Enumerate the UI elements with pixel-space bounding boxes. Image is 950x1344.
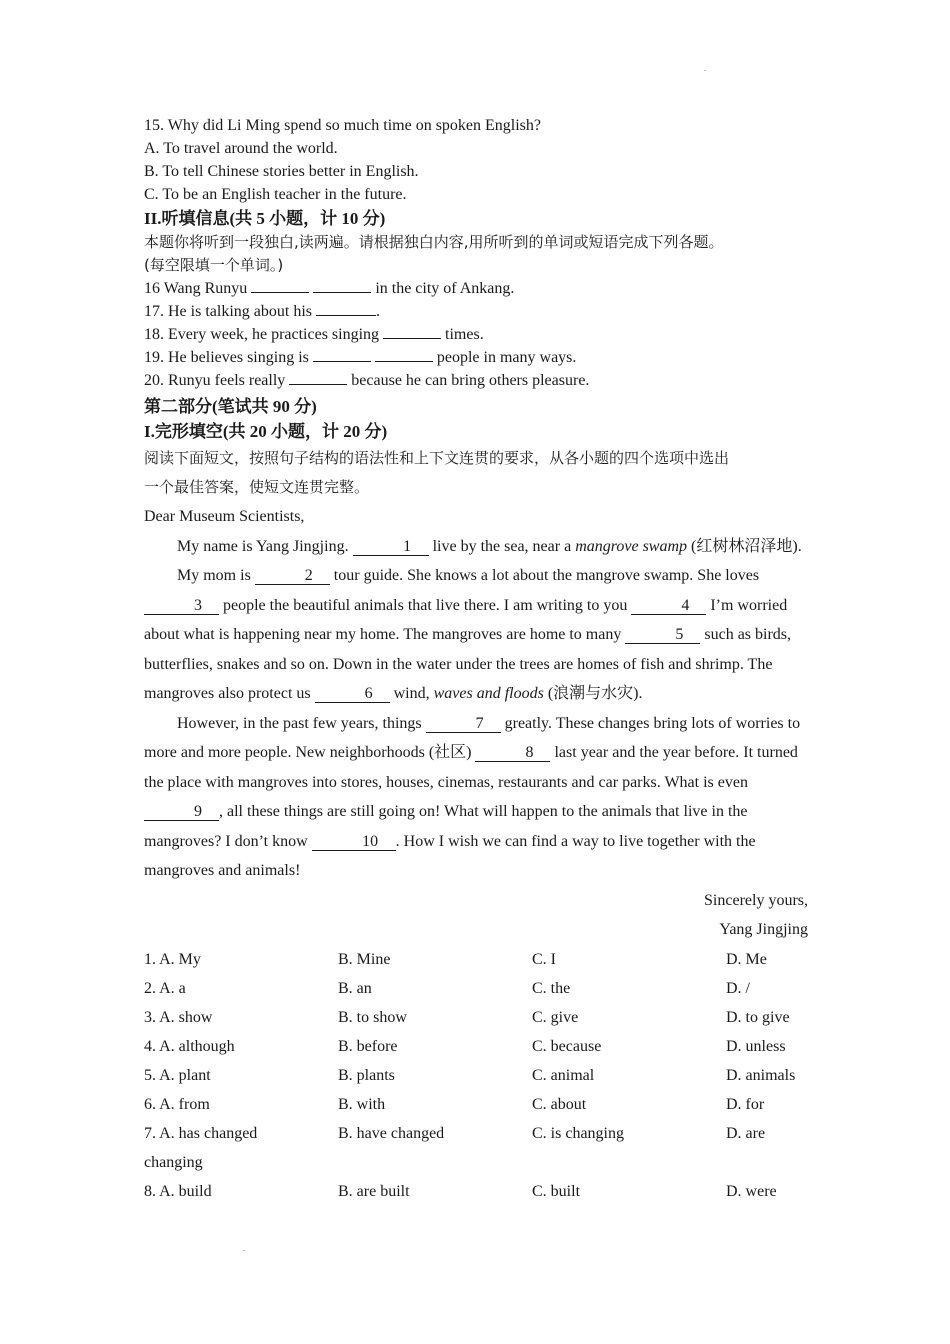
option[interactable]: D. were [726,1182,777,1200]
option[interactable]: C. about [532,1095,587,1113]
cloze-blank-7[interactable]: 7 [426,715,501,733]
options-row-1 [144,945,808,974]
option[interactable]: D. to give [726,1008,790,1026]
letter-greeting: Dear Museum Scientists, [144,508,305,525]
options-row-2 [144,974,808,1003]
option[interactable]: B. Mine [338,950,391,968]
option[interactable]: 1. A. My [144,950,201,968]
option[interactable]: C. give [532,1008,579,1026]
answer-blank[interactable] [316,301,376,316]
answer-blank[interactable] [289,370,347,385]
option-wrap-text: changing [144,1153,203,1171]
option[interactable]: C. because [532,1037,602,1055]
question-18: 18. Every week, he practices singing times. [144,326,484,343]
cloze-blank-8[interactable]: 8 [475,744,550,762]
options-row-5 [144,1061,808,1090]
paragraph-1: My name is Yang Jingjing. 1 live by the sea, near a mangrove swamp (红树林沼泽地). [177,537,802,555]
letter-closing: Sincerely yours, [704,891,808,909]
option[interactable]: D. unless [726,1037,786,1055]
option[interactable]: D. for [726,1095,765,1113]
option[interactable]: D. / [726,979,750,997]
scan-speck [243,1250,245,1251]
option[interactable]: C. the [532,979,571,997]
option[interactable]: B. with [338,1095,386,1113]
cloze-blank-10[interactable]: 10 [312,833,396,851]
cloze-blank-5[interactable]: 5 [625,626,700,644]
section-title-listening-fill: II.听填信息(共 5 小题，计 10 分) [144,209,386,228]
exam-page [144,114,808,1206]
cloze-blank-9[interactable]: 9 [144,803,219,821]
answer-options [144,945,808,1206]
question-15: 15. Why did Li Ming spend so much time on spoken English? [144,117,542,134]
option[interactable]: D. animals [726,1066,796,1084]
options-row-3 [144,1003,808,1032]
option[interactable]: B. to show [338,1008,407,1026]
answer-blank[interactable] [383,324,441,339]
cloze-blank-4[interactable]: 4 [631,597,706,615]
option[interactable]: D. are [726,1124,766,1142]
option[interactable]: 3. A. show [144,1008,213,1026]
option[interactable]: B. before [338,1037,398,1055]
q15-option-a: A. To travel around the world. [144,140,338,157]
part-two-title: 第二部分(笔试共 90 分) [144,397,317,416]
answer-blank[interactable] [313,347,371,362]
scan-speck [704,70,706,71]
section-title-cloze: I.完形填空(共 20 小题，计 20 分) [144,422,388,441]
q15-option-c: C. To be an English teacher in the future. [144,186,407,203]
cloze-blank-3[interactable]: 3 [144,597,219,615]
option[interactable]: B. are built [338,1182,410,1200]
option[interactable]: B. plants [338,1066,395,1084]
question-19: 19. He believes singing is people in many ways. [144,349,577,366]
cloze-blank-2[interactable]: 2 [255,567,330,585]
answer-blank[interactable] [313,278,371,293]
paragraph-2: My mom is 2 tour guide. She knows a lot about the mangrove swamp. She loves 3 people the beautiful animals that live there. I am writing to you 4 I’m worried about what is happening near my home. The mangroves are home to many 5 such as birds, butterflies, snakes and so on. Down in the water under the trees are homes of fish and shrimp. The mangroves also protect us 6 wind, waves and floods (浪潮与水灾). [144,567,792,702]
option[interactable]: C. is changing [532,1124,624,1142]
option[interactable]: D. Me [726,950,767,968]
option[interactable]: B. an [338,979,372,997]
option[interactable]: 7. A. has changed [144,1124,258,1142]
cloze-blank-6[interactable]: 6 [315,685,390,703]
option[interactable]: B. have changed [338,1124,445,1142]
paragraph-3: However, in the past few years, things 7 greatly. These changes bring lots of worries to more and more people. New neighborhoods (社区) 8 last year and the year before. It turned the place with mangroves into stores, houses, cinemas, restaurants and car parks. What is even 9 , all these things are still going on! What will happen to the animals that live in the mangroves? I don’t know 10 . How I wish we can find a way to live together with the mangroves and animals! [144,714,801,879]
option[interactable]: C. animal [532,1066,595,1084]
option[interactable]: 4. A. although [144,1037,235,1055]
options-row-6 [144,1090,808,1119]
instructions-line-1: 本题你将听到一段独白,读两遍。请根据独白内容,用所听到的单词或短语完成下列各题。 [144,233,724,251]
option[interactable]: 5. A. plant [144,1066,211,1084]
question-16: 16 Wang Runyu in the city of Ankang. [144,280,515,297]
option[interactable]: C. built [532,1182,581,1200]
question-20: 20. Runyu feels really because he can bring others pleasure. [144,372,590,389]
instructions-line-2: (每空限填一个单词。) [144,256,284,274]
options-row-7-wrap [144,1148,808,1177]
cloze-blank-1[interactable]: 1 [353,538,429,556]
options-row-8 [144,1177,808,1206]
option[interactable]: C. I [532,950,556,968]
letter-signature: Yang Jingjing [719,921,808,938]
answer-blank[interactable] [251,278,309,293]
question-17: 17. He is talking about his . [144,303,380,320]
q15-option-b: B. To tell Chinese stories better in English. [144,163,419,180]
option[interactable]: 6. A. from [144,1095,210,1113]
option[interactable]: 8. A. build [144,1182,212,1200]
answer-blank[interactable] [375,347,433,362]
options-row-4 [144,1032,808,1061]
cloze-instructions: 阅读下面短文，按照句子结构的语法性和上下文连贯的要求，从各小题的四个选项中选出 一个最佳答案，使短文连贯完整。 [144,449,730,496]
options-row-7 [144,1119,808,1148]
option[interactable]: 2. A. a [144,979,186,997]
